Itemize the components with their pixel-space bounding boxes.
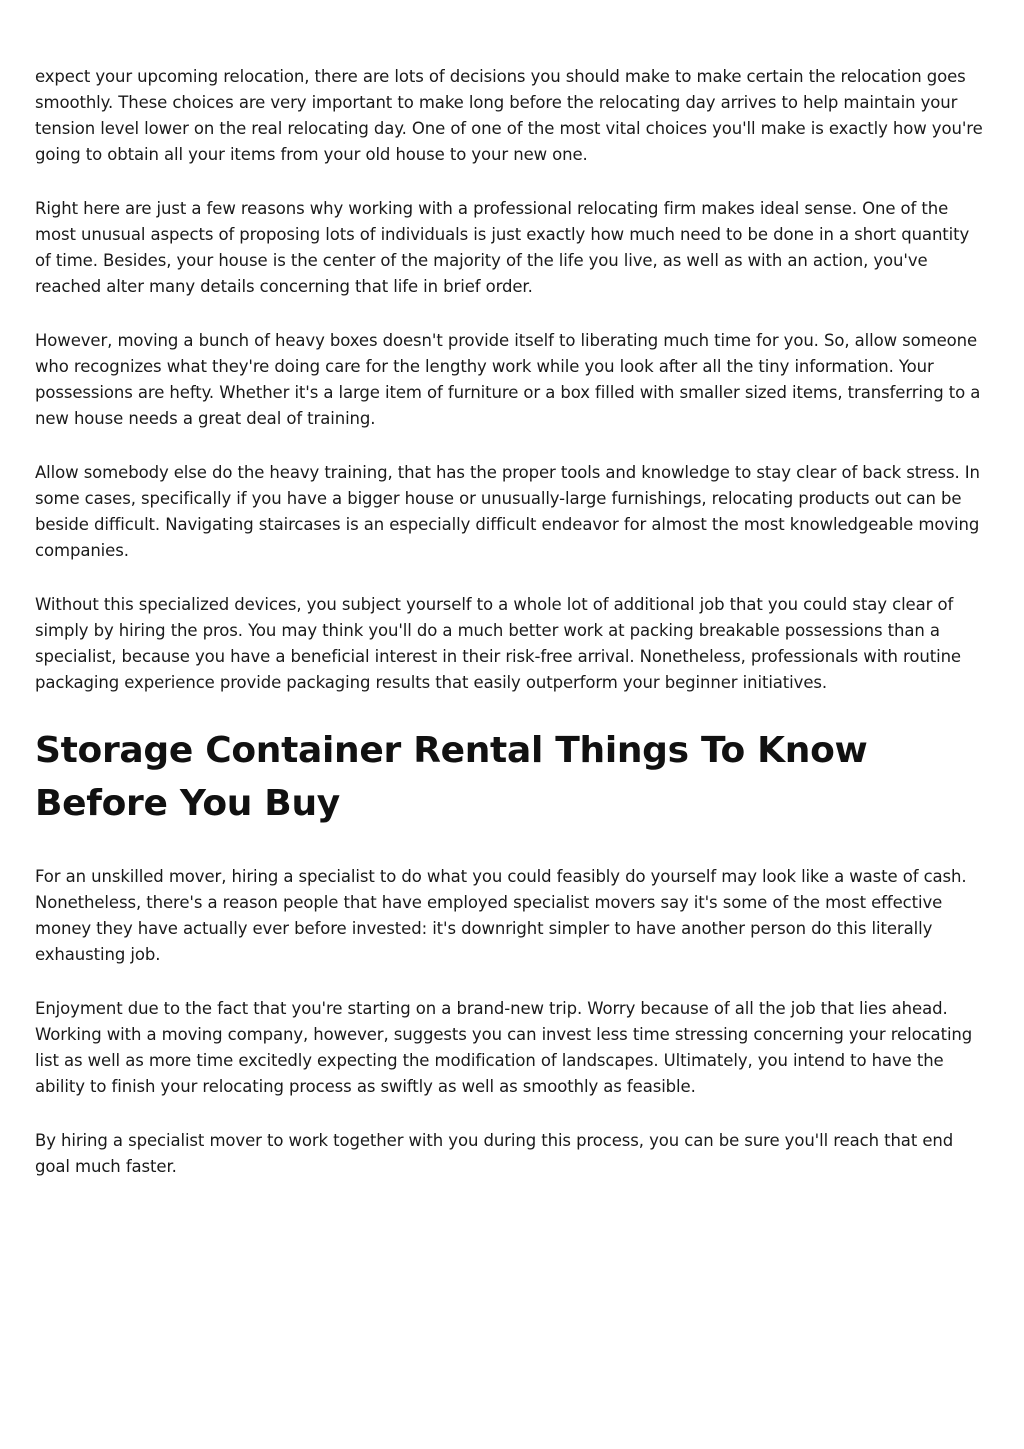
intro-paragraph-3: However, moving a bunch of heavy boxes doesn't provide itself to liberating much time for you. So, allow someone who recognizes what they're doing care for the lengthy work while you look after all the tiny information. Your possessions are hefty. Whether it's a large item of furniture or a box filled with smaller sized items, transferring to a new house needs a great deal of training. [35,331,981,428]
section-paragraph-3: By hiring a specialist mover to work together with you during this process, you can be sure you'll reach that end goal much faster. [35,1131,954,1176]
intro-paragraph-5: Without this specialized devices, you subject yourself to a whole lot of additional job that you could stay clear of simply by hiring the pros. You may think you'll do a much better work at packing breakable possessions than a specialist, because you have a beneficial interest in their risk-free arrival. Nonetheless, professionals with routine packaging experience provide packaging results that easily outperform your beginner initiatives. [35,595,961,692]
intro-paragraph-2: Right here are just a few reasons why working with a professional relocating firm makes ideal sense. One of the most unusual aspects of proposing lots of individuals is just exactly how much need to be done in a short quantity of time. Besides, your house is the center of the majority of the life you live, as well as with an action, you've reached alter many details concerning that life in brief order. [35,199,970,296]
section-heading: Storage Container Rental Things To Know Before You Buy [35,730,868,824]
intro-paragraph-1: expect your upcoming relocation, there are lots of decisions you should make to make certain the relocation goes smoothly. These choices are very important to make long before the relocating day arrives to help maintain your tension level lower on the real relocating day. One of one of the most vital choices you'll make is exactly how you're going to obtain all your items from your old house to your new one. [35,67,983,164]
section-paragraph-2: Enjoyment due to the fact that you're starting on a brand-new trip. Worry because of all the job that lies ahead. Working with a moving company, however, suggests you can invest less time stressing concerning your relocating list as well as more time excitedly expecting the modification of landscapes. Ultimately, you intend to have the ability to finish your relocating process as swiftly as well as smoothly as feasible. [35,999,973,1096]
section-paragraph-1: For an unskilled mover, hiring a specialist to do what you could feasibly do yourself may look like a waste of cash. Nonetheless, there's a reason people that have employed specialist movers say it's some of the most effective money they have actually ever before invested: it's downright simpler to have another person do this literally exhausting job. [35,867,967,964]
intro-paragraph-4: Allow somebody else do the heavy training, that has the proper tools and knowledge to stay clear of back stress. In some cases, specifically if you have a bigger house or unusually-large furnishings, relocating products out can be beside difficult. Navigating staircases is an especially difficult endeavor for almost the most knowledgeable moving companies. [35,463,980,560]
